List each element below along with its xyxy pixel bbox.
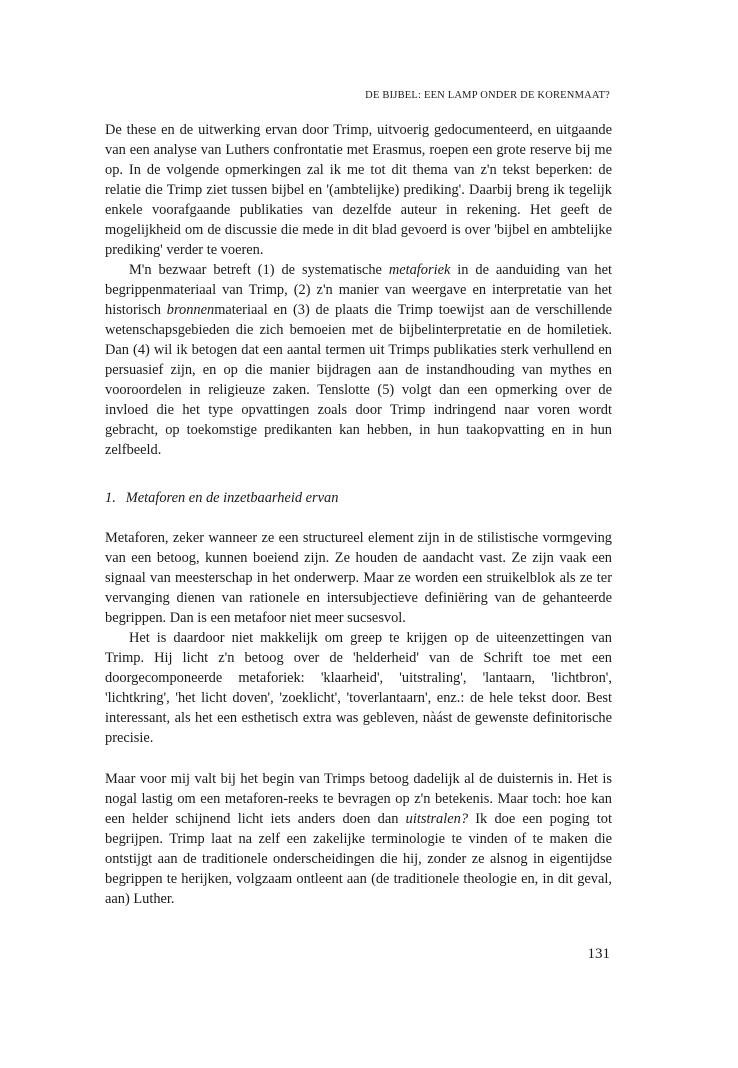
page-number: 131 — [587, 946, 610, 962]
closing-text-block — [105, 769, 612, 909]
section-number: 1. — [105, 490, 116, 506]
section-title: Metaforen en de inzetbaarheid ervan — [125, 490, 339, 506]
intro-text-block — [105, 120, 612, 460]
paragraph-darkness-part-1: Maar voor mij valt bij het begin van Trimps betoog dadelijk al de duisternis in. Het is nogal lastig om een metaforen-reeks te bevragen op z'n betekenis. Maar toch: hoe kan een helder schijnend licht iets anders doen dan — [105, 771, 612, 827]
paragraph-objections — [105, 260, 612, 460]
paragraph-objections-part-1: M'n bezwaar betreft (1) de systematische — [129, 262, 389, 278]
emphasis-bronnen: bronnen — [166, 302, 215, 318]
section-heading — [105, 490, 338, 507]
paragraph-metaphors: Metaforen, zeker wanneer ze een structureel element zijn in de stilistische vormgeving van een betoog, kunnen boeiend zijn. Ze houden de aandacht vast. Ze zijn vaak een signaal van meesterschap in het onderwerp. Maar ze worden een struikelblok als ze ter vervanging dienen van rationele en intersubjectieve definiëring van de gehanteerde begrippen. Dan is een metafoor niet meer sucsesvol. — [105, 530, 612, 626]
paragraph-intro: De these en de uitwerking ervan door Trimp, uitvoerig gedocumenteerd, en uitgaande van een analyse van Luthers confrontatie met Erasmus, roepen een grote reserve bij me op. In de volgende opmerkingen zal ik me tot dit thema van z'n tekst beperken: de relatie die Trimp ziet tussen bijbel en '(ambtelijke) prediking'. Daarbij breng ik tegelijk enkele voorafgaande publikaties van dezelfde auteur in rekening. Het geeft de mogelijkheid om de discussie die mede in dit blad gevoerd is over 'bijbel en ambtelijke prediking' verder te voeren. — [105, 122, 612, 258]
paragraph-trimp-metaphors: Het is daardoor niet makkelijk om greep te krijgen op de uiteenzettingen van Trimp. Hij licht z'n betoog over de 'helderheid' van de Schrift toe met een doorgecomponeerde metaforiek: 'klaarheid', 'uitstraling', 'lantaarn, 'lichtbron', 'lichtkring', 'het licht doven', 'zoeklicht', 'toverlantaarn', enz.: de hele tekst door. Best interessant, als het een esthetisch extra was gebleven, nàást de gewenste definitorische precisie. — [105, 630, 612, 746]
running-head: DE BIJBEL: EEN LAMP ONDER DE KORENMAAT? — [365, 90, 610, 101]
paragraph-darkness — [105, 769, 612, 909]
emphasis-uitstralen: uitstralen? — [405, 811, 469, 827]
paragraph-darkness-part-2: Ik doe een poging tot begrijpen. Trimp laat na zelf een zakelijke terminologie te vinden of te maken die ontstijgt aan de traditionele onderscheidingen die hij, zonder ze alsnog in eigentijdse begrippen te herijken, volgzaam ontleent aan (de traditionele theologie en, in dit geval, aan) Luther. — [105, 811, 612, 907]
paragraph-objections-part-3: materiaal en (3) de plaats die Trimp toewijst aan de verschillende wetenschapsgebieden die zich bemoeien met de bijbelinterpretatie en de homiletiek. Dan (4) wil ik betogen dat een aantal termen uit Trimps publikaties sterk verhullend en persuasief zijn, en op die manier bijdragen aan de instandhouding van mythes en vooroordelen in religieuze zaken. Tenslotte (5) volgt dan een opmerking over de invloed die het type opvattingen zoals door Trimp indringend naar voren wordt gebracht, op toekomstige predikanten kan hebben, in hun taakopvatting en in hun zelfbeeld. — [105, 302, 613, 458]
emphasis-metaforiek: metaforiek — [388, 262, 451, 278]
section-text-block — [105, 528, 612, 748]
paragraph-objections-part-2: in de aanduiding van het begrippenmateriaal van Trimp, (2) z'n manier van weergave en interpretatie van het historisch — [105, 262, 612, 318]
